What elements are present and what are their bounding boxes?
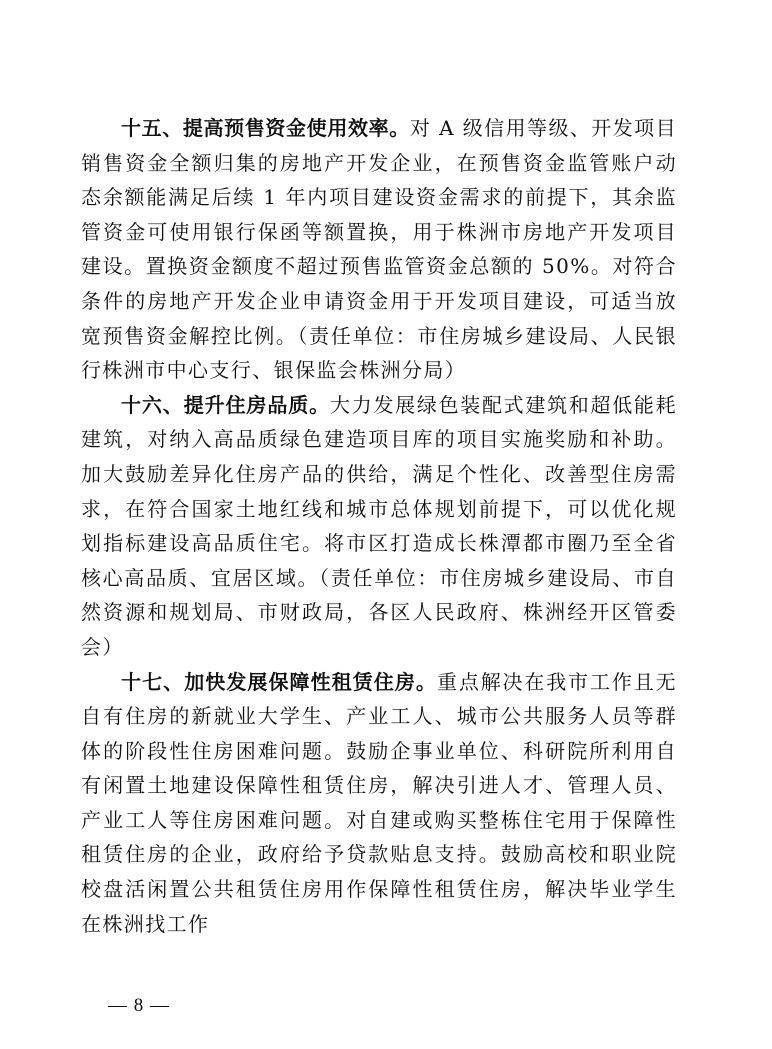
- paragraph-16: [81, 388, 677, 665]
- paragraph-15: [81, 111, 677, 388]
- page-number: — 8 —: [108, 995, 170, 1016]
- paragraph-15-title: 十五、提高预售资金使用效率。: [121, 116, 410, 140]
- document-body: [81, 111, 677, 941]
- paragraph-16-text: 大力发展绿色装配式建筑和超低能耗建筑，对纳入高品质绿色建造项目库的项目实施奖励和补助。加大鼓励差异化住房产品的供给，满足个性化、改善型住房需求，在符合国家土地红线和城市总体规划前提下，可以优化规划指标建设高品质住宅。将市区打造成长株潭都市圈乃至全省核心高品质、宜居区域。（责任单位：市住房城乡建设局、市自然资源和规划局、市财政局，各区人民政府、株洲经开区管委会）: [81, 392, 678, 659]
- paragraph-17-title: 十七、加快发展保障性租赁住房。: [121, 669, 437, 694]
- paragraph-15-text: 对 A 级信用等级、开发项目销售资金全额归集的房地产开发企业，在预售资金监管账户动态余额能满足后续 1 年内项目建设资金需求的前提下，其余监管资金可使用银行保函等额置换，用于株洲市房地产开发项目建设。置换资金额度不超过预售监管资金总额的 50%。对符合条件的房地产开发企业申请资金用于开发项目建设，可适当放宽预售资金解控比例。（责任单位：市住房城乡建设局、人民银行株洲市中心支行、银保监会株洲分局）: [81, 116, 677, 383]
- paragraph-16-title: 十六、提升住房品质。: [121, 392, 331, 417]
- paragraph-17: [81, 665, 677, 942]
- paragraph-17-text: 重点解决在我市工作且无自有住房的新就业大学生、产业工人、城市公共服务人员等群体的阶段性住房困难问题。鼓励企事业单位、科研院所利用自有闲置土地建设保障性租赁住房，解决引进人才、管理人员、产业工人等住房困难问题。对自建或购买整栋住宅用于保障性租赁住房的企业，政府给予贷款贴息支持。鼓励高校和职业院校盘活闲置公共租赁住房用作保障性租赁住房，解决毕业学生在株洲找工作: [81, 669, 678, 936]
